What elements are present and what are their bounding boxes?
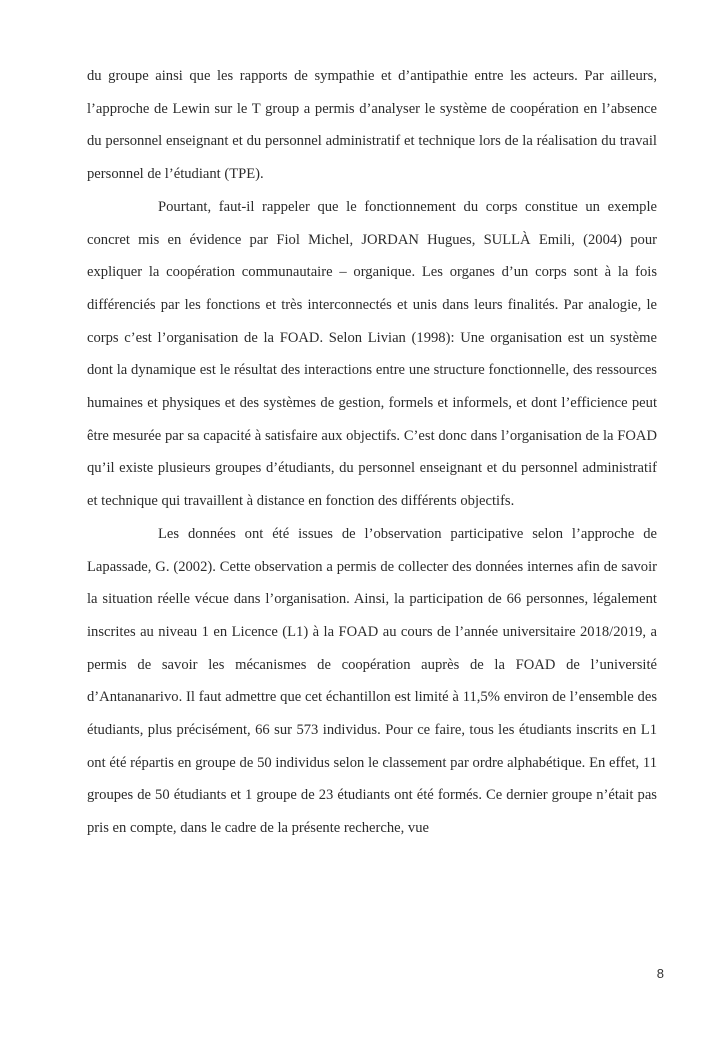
paragraph-continuation: du groupe ainsi que les rapports de sympathie et d’antipathie entre les acteurs. Par ailleurs, l’approche de Lewin sur le T group a permis d’analyser le système de coopération en l’absence du personnel enseignant et du personnel administratif et technique lors de la réalisation du travail personnel de l’étudiant (TPE). [87,68,657,183]
paragraph-data-collection: Les données ont été issues de l’observation participative selon l’approche de Lapassade, G. (2002). Cette observation a permis de collecter des données internes afin de savoir la situation réelle vécue dans l’organisation. Ainsi, la participation de 66 personnes, légalement inscrites au niveau 1 en Licence (L1) à la FOAD au cours de l’année universitaire 2018/2019, a permis de savoir les mécanismes de coopération auprès de la FOAD de l’université d’Antananarivo. Il faut admettre que cet échantillon est limité à 11,5% environ de l’ensemble des étudiants, plus précisément, 66 sur 573 individus. Pour ce faire, tous les étudiants inscrits en L1 ont été répartis en groupe de 50 individus selon le classement par ordre alphabétique. En effet, 11 groupes de 50 étudiants et 1 groupe de 23 étudiants ont été formés. Ce dernier groupe n’était pas pris en compte, dans le cadre de la présente recherche, vue [87,525,657,837]
body-text [87,60,657,845]
paragraph-organic-cooperation: Pourtant, faut-il rappeler que le fonctionnement du corps constitue un exemple concret mis en évidence par Fiol Michel, JORDAN Hugues, SULLÀ Emili, (2004) pour expliquer la coopération communautaire – organique. Les organes d’un corps sont à la fois différenciés par les fonctions et très interconnectés et unis dans leurs finalités. Par analogie, le corps c’est l’organisation de la FOAD. Selon Livian (1998): Une organisation est un système dont la dynamique est le résultat des interactions entre une structure fonctionnelle, des ressources humaines et physiques et des systèmes de gestion, formels et informels, et dont l’efficience peut être mesurée par sa capacité à satisfaire aux objectifs. C’est donc dans l’organisation de la FOAD qu’il existe plusieurs groupes d’étudiants, du personnel enseignant et du personnel administratif et technique qui travaillent à distance en fonction des différents objectifs. [87,198,657,510]
page-number: 8 [656,966,664,981]
